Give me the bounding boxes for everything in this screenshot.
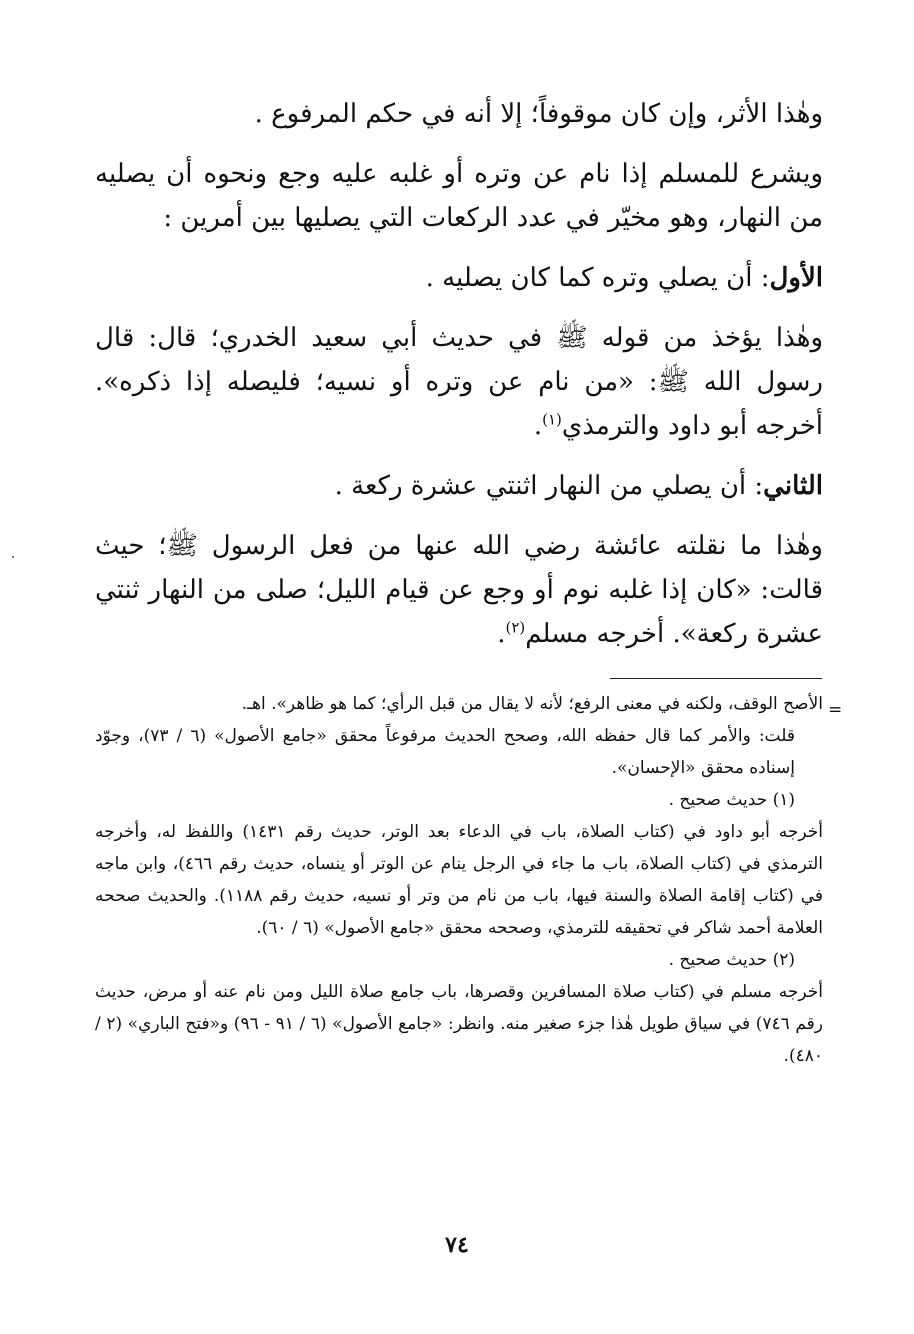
- paragraph-6: [95, 524, 823, 656]
- paragraph-4: [95, 316, 823, 448]
- paragraph-4-end: .: [533, 411, 543, 441]
- paragraph-5: [95, 464, 823, 508]
- hadith-abu-said: وهٰذا يؤخذ من قوله ﷺ في حديث أبي سعيد الخدري؛ قال: قال رسول الله ﷺ: «من نام عن وتره أو نسيه؛ فليصله إذا ذكره». أخرجه أبو داود والترمذي: [95, 323, 823, 441]
- footnote-ref-2: (٢): [505, 618, 526, 637]
- footnote-continuation-mark: =: [828, 700, 843, 720]
- first-option-heading: الأول: [769, 263, 823, 293]
- second-option-text: : أن يصلي من النهار اثنتي عشرة ركعة .: [334, 471, 764, 501]
- first-option-text: : أن يصلي وتره كما كان يصليه .: [425, 263, 770, 293]
- footnote-1-body: أخرجه أبو داود في (كتاب الصلاة، باب في الدعاء بعد الوتر، حديث رقم ١٤٣١) واللفظ له، وأخرجه الترمذي في (كتاب الصلاة، باب ما جاء في الرجل ينام عن الوتر أو ينساه، حديث رقم ٤٦٦)، وابن ماجه في (كتاب إقامة الصلاة والسنة فيها، باب من نام من وتر أو نسيه، حديث رقم ١١٨٨). والحديث صححه العلامة أحمد شاكر في تحقيقه للترمذي، وصححه محقق «جامع الأصول» (٦ / ٦٠).: [95, 822, 824, 938]
- hadith-aisha: وهٰذا ما نقلته عائشة رضي الله عنها من فعل الرسول ﷺ؛ حيث قالت: «كان إذا غلبه نوم أو وجع عن قيام الليل؛ صلى من النهار ثنتي عشرة ركعة». أخرجه مسلم: [95, 531, 823, 649]
- footnote-separator: [610, 678, 822, 679]
- second-option-heading: الثاني: [763, 471, 823, 501]
- paragraph-1: وهٰذا الأثر، وإن كان موقوفاً؛ إلا أنه في حكم المرفوع .: [254, 99, 823, 129]
- footnote-continued-comment: قلت: والأمر كما قال حفظه الله، وصحح الحديث مرفوعاً محقق «جامع الأصول» (٦ / ٧٣)، وجوّد إسناده محقق «الإحسان».: [95, 726, 795, 778]
- page-number: ٧٤: [445, 1232, 469, 1258]
- paragraph-2: ويشرع للمسلم إذا نام عن وتره أو غلبه عليه وجع ونحوه أن يصليه من النهار، وهو مخيّر في عدد الركعات التي يصليها بين أمرين :: [95, 159, 823, 233]
- footnote-1-heading: (١) حديث صحيح .: [668, 790, 795, 810]
- footnote-ref-1: (١): [542, 410, 562, 429]
- main-text: [95, 92, 823, 656]
- footnote-continued: الأصح الوقف، ولكنه في معنى الرفع؛ لأنه لا يقال من قبل الرأي؛ كما هو ظاهر». اهـ.: [241, 694, 823, 714]
- margin-speck: [12, 556, 14, 558]
- paragraph-3: [95, 256, 823, 300]
- footnote-2-heading: (٢) حديث صحيح .: [668, 950, 795, 970]
- paragraph-6-end: .: [497, 619, 506, 649]
- footnote-2-body: أخرجه مسلم في (كتاب صلاة المسافرين وقصرها، باب جامع صلاة الليل ومن نام عنه أو مرض، حديث رقم ٧٤٦) في سياق طويل هٰذا جزء صغير منه. وانظر: «جامع الأصول» (٦ / ٩١ - ٩٦) و«فتح الباري» (٢ / ٤٨٠).: [95, 982, 823, 1066]
- footnotes: [95, 688, 823, 1072]
